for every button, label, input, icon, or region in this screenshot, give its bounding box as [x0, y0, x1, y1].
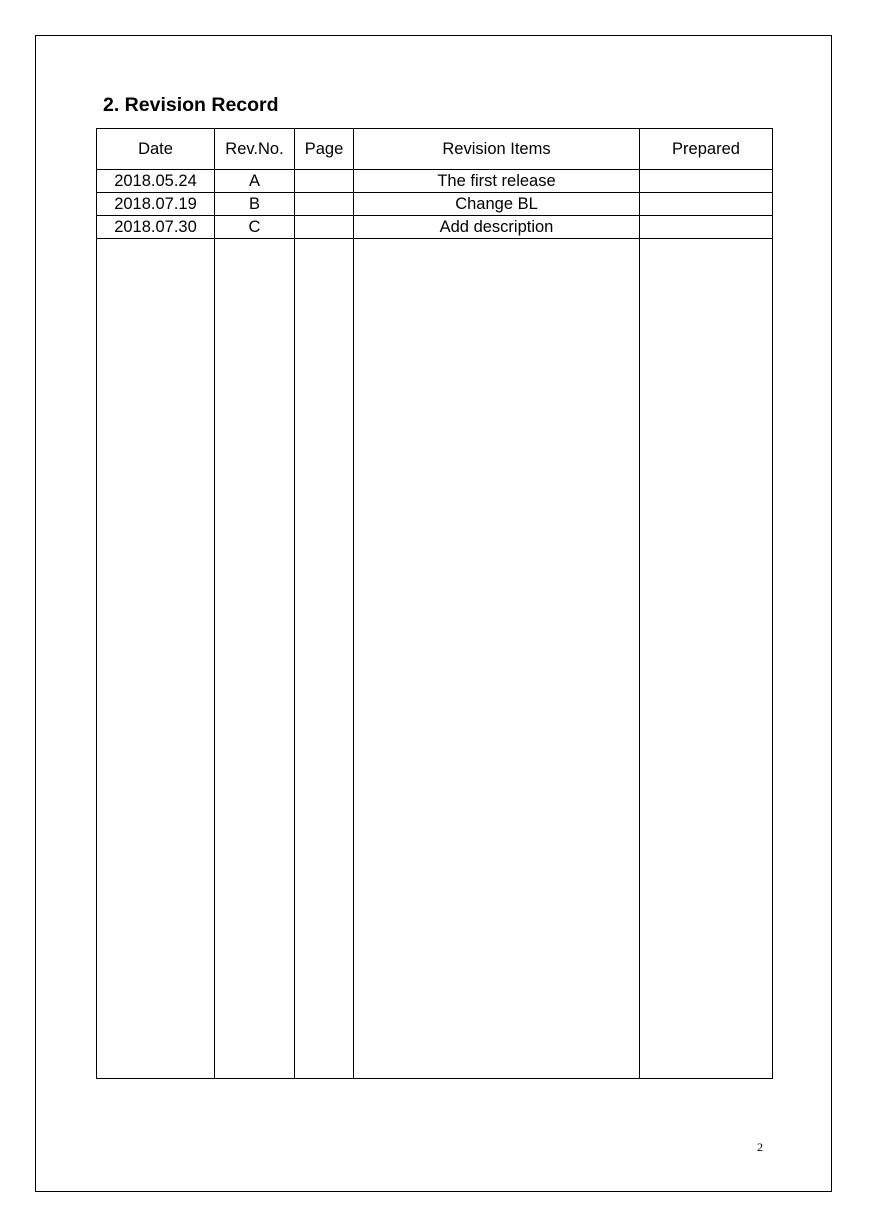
- cell-revision-item: Change BL: [354, 193, 640, 216]
- cell-date: 2018.07.19: [97, 193, 215, 216]
- cell-rev-no: A: [215, 170, 295, 193]
- cell-empty: [640, 239, 773, 1079]
- header-prepared: Prepared: [640, 129, 773, 170]
- table-empty-row: [97, 239, 773, 1079]
- cell-revision-item: The first release: [354, 170, 640, 193]
- cell-prepared: [640, 170, 773, 193]
- cell-page: [295, 216, 354, 239]
- cell-empty: [215, 239, 295, 1079]
- table-header-row: [97, 129, 773, 170]
- revision-table: [96, 128, 773, 1079]
- cell-date: 2018.05.24: [97, 170, 215, 193]
- cell-rev-no: C: [215, 216, 295, 239]
- section-title: 2. Revision Record: [103, 94, 279, 116]
- table-row: [97, 170, 773, 193]
- table-row: [97, 216, 773, 239]
- cell-empty: [97, 239, 215, 1079]
- cell-page: [295, 193, 354, 216]
- page-number: 2: [757, 1140, 763, 1154]
- table-row: [97, 193, 773, 216]
- cell-prepared: [640, 216, 773, 239]
- cell-date: 2018.07.30: [97, 216, 215, 239]
- header-date: Date: [97, 129, 215, 170]
- cell-empty: [354, 239, 640, 1079]
- cell-empty: [295, 239, 354, 1079]
- cell-rev-no: B: [215, 193, 295, 216]
- cell-prepared: [640, 193, 773, 216]
- header-page: Page: [295, 129, 354, 170]
- header-rev-no: Rev.No.: [215, 129, 295, 170]
- cell-page: [295, 170, 354, 193]
- header-revision-items: Revision Items: [354, 129, 640, 170]
- cell-revision-item: Add description: [354, 216, 640, 239]
